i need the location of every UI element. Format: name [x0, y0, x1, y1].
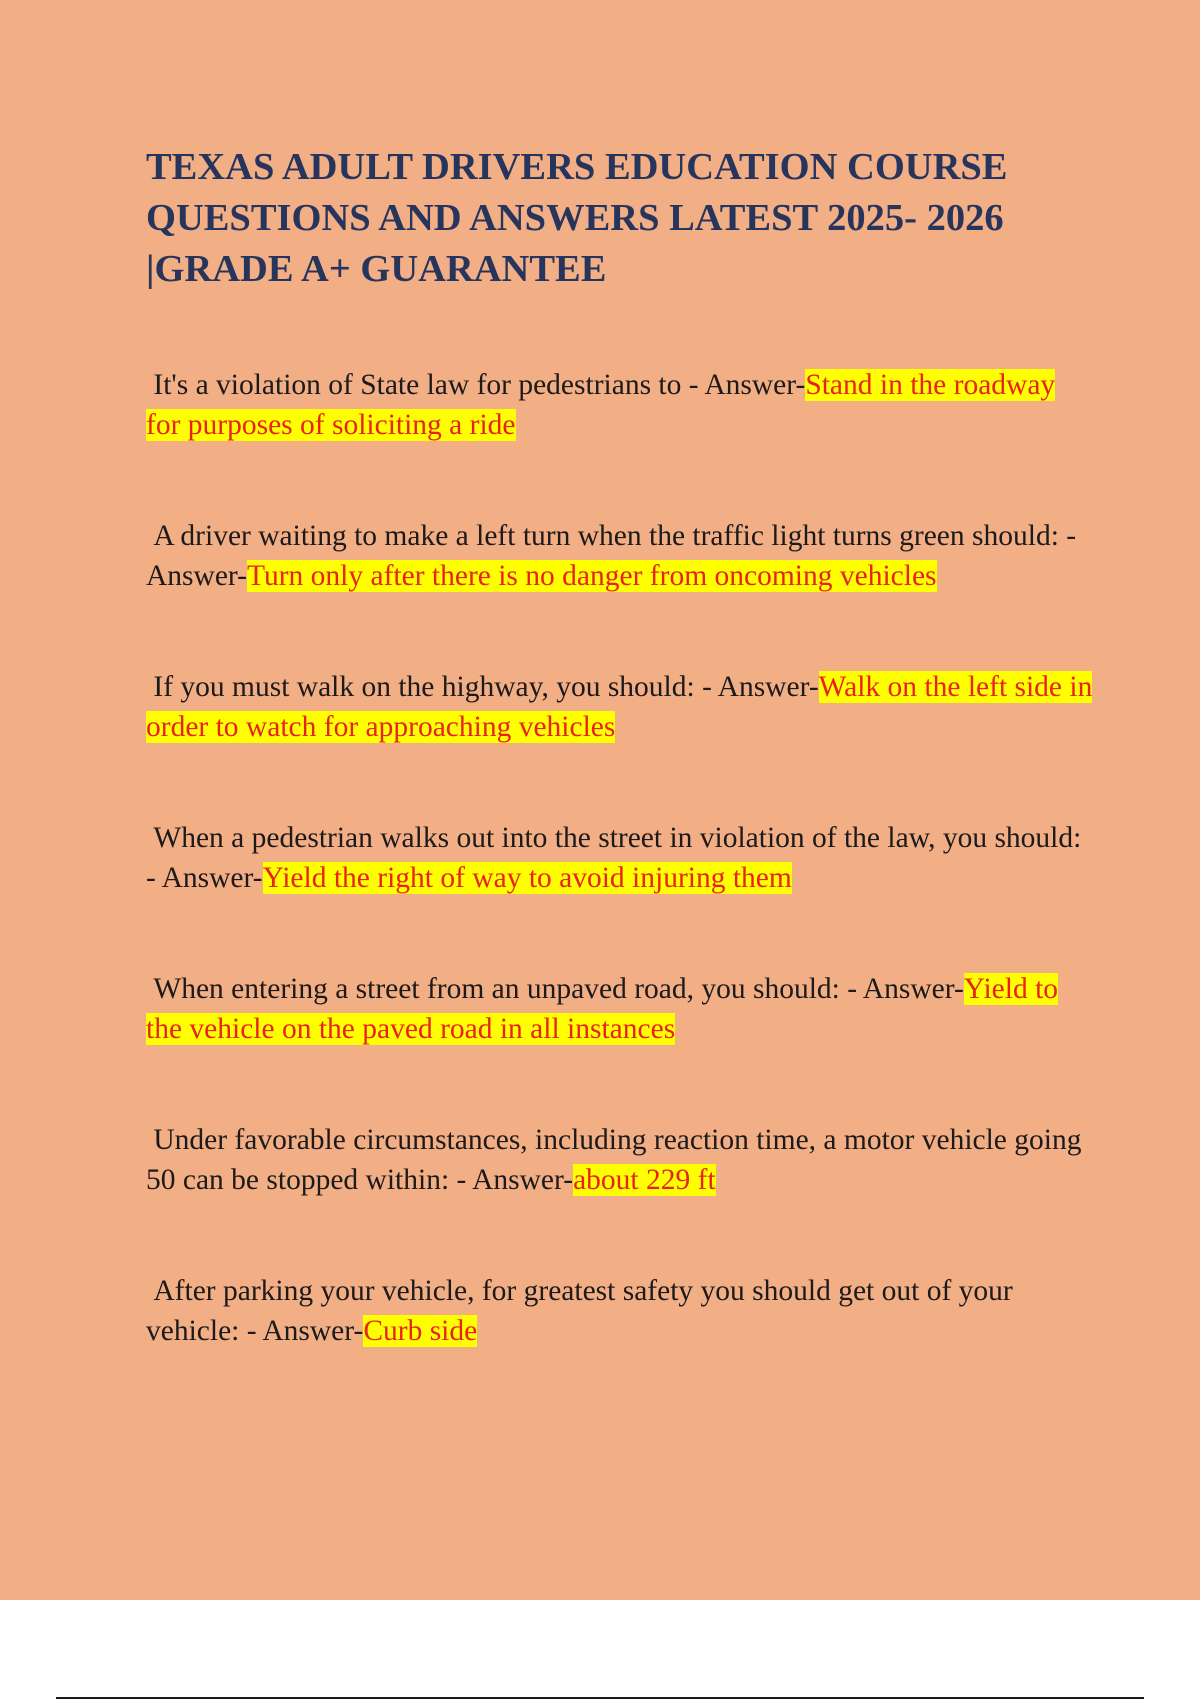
- answer-highlight: about 229 ft: [573, 1164, 716, 1196]
- qa-item: [146, 1120, 1096, 1200]
- footer-divider: [56, 1697, 1144, 1699]
- answer-highlight: Yield to the vehicle on the paved road in all instances: [146, 973, 1059, 1045]
- qa-item: [146, 365, 1096, 445]
- qa-item: [146, 969, 1096, 1049]
- answer-prefix: - Answer-: [146, 862, 263, 894]
- document-content: [146, 142, 1096, 1351]
- qa-list: [146, 365, 1096, 1351]
- answer-highlight: Walk on the left side in order to watch for approaching vehicles: [146, 671, 1093, 743]
- question-text: When entering a street from an unpaved road, you should:: [153, 973, 840, 1005]
- qa-item: [146, 1271, 1096, 1351]
- qa-item: [146, 818, 1096, 898]
- answer-prefix: - Answer-: [694, 671, 819, 703]
- answer-highlight: Turn only after there is no danger from oncoming vehicles: [247, 560, 937, 592]
- question-text: Under favorable circumstances, including reaction time, a motor vehicle going 50 can be stopped within:: [146, 1124, 1082, 1196]
- question-text: It's a violation of State law for pedestrians to: [153, 369, 682, 401]
- question-text: After parking your vehicle, for greatest safety you should get out of your vehicle:: [146, 1275, 1013, 1347]
- answer-highlight: Curb side: [363, 1315, 478, 1347]
- question-text: If you must walk on the highway, you should:: [153, 671, 695, 703]
- answer-highlight: Stand in the roadway for purposes of soliciting a ride: [146, 369, 1056, 441]
- answer-highlight: Yield the right of way to avoid injuring them: [262, 862, 792, 894]
- question-text: A driver waiting to make a left turn when the traffic light turns green should:: [153, 520, 1059, 552]
- qa-item: [146, 516, 1096, 596]
- answer-prefix: - Answer-: [239, 1315, 364, 1347]
- qa-item: [146, 667, 1096, 747]
- answer-prefix: - Answer-: [681, 369, 806, 401]
- answer-prefix: - Answer-: [839, 973, 964, 1005]
- answer-prefix: - Answer-: [449, 1164, 574, 1196]
- question-text: When a pedestrian walks out into the street in violation of the law, you should:: [153, 822, 1082, 854]
- answer-prefix: - Answer-: [146, 520, 1077, 592]
- document-title: TEXAS ADULT DRIVERS EDUCATION COURSE QUESTIONS AND ANSWERS LATEST 2025- 2026 |GRADE A+ GUARANTEE: [146, 146, 1008, 290]
